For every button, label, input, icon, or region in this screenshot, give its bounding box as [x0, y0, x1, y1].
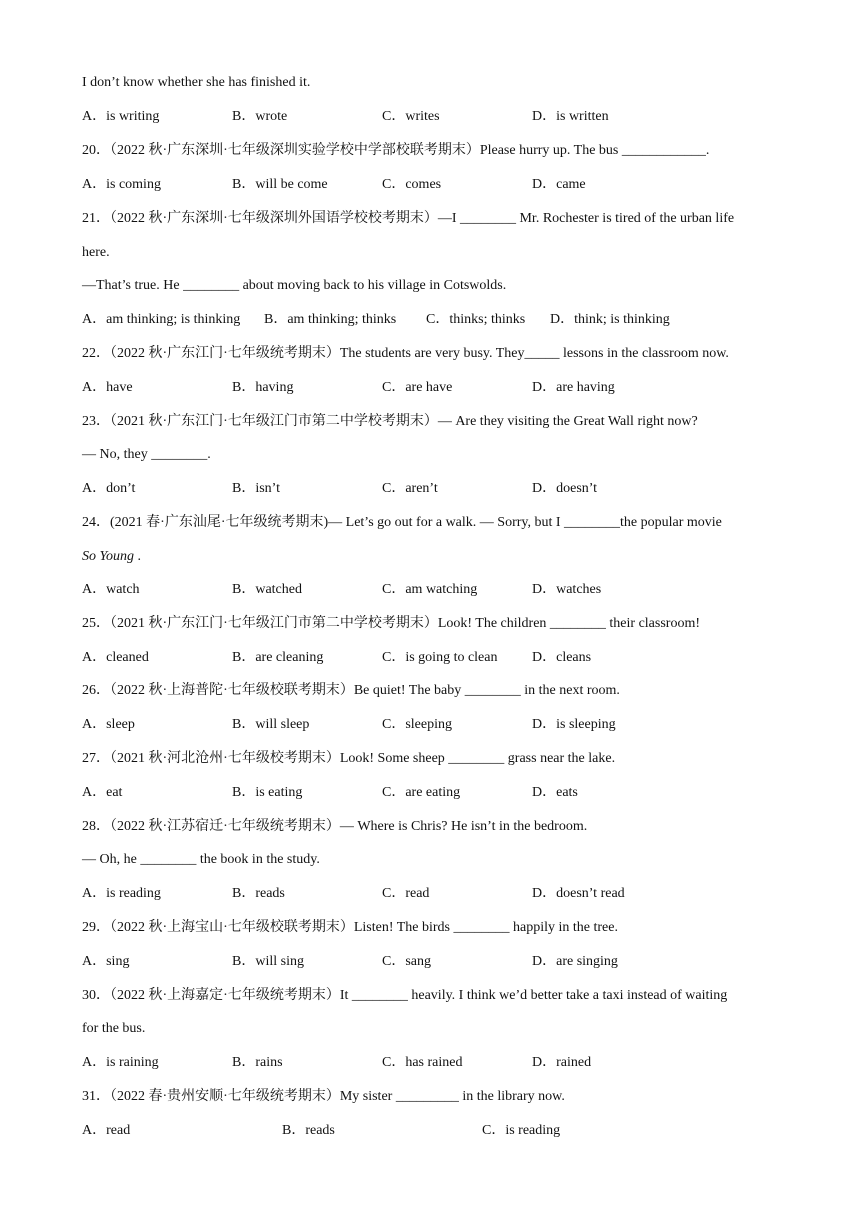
question-stem: 25．（2021 秋·广东江门·七年级江门市第二中学校考期末）Look! The children ________ their classroom!: [82, 616, 701, 631]
option-b: B．having: [232, 380, 294, 395]
option-d: D．cleans: [532, 650, 592, 665]
question-stem: 24．(2021 春·广东汕尾·七年级统考期末)— Let’s go out for a walk. — Sorry, but I ________the popular movie: [82, 515, 722, 530]
option-a: A．have: [82, 380, 133, 395]
question-stem: 21．（2022 秋·广东深圳·七年级深圳外国语学校校考期末）—I ________ Mr. Rochester is tired of the urban life: [82, 211, 735, 226]
movie-title: So Young: [82, 549, 135, 564]
option-d: D．watches: [532, 582, 602, 597]
option-b: B．isn’t: [232, 481, 280, 496]
option-b: B．am thinking; thinks: [264, 312, 397, 327]
option-a: A．sleep: [82, 717, 135, 732]
option-c: C．has rained: [382, 1055, 463, 1070]
option-d: D．are having: [532, 380, 615, 395]
option-c: C．sleeping: [382, 717, 452, 732]
question-stem: 29．（2022 秋·上海宝山·七年级校联考期末）Listen! The birds ________ happily in the tree.: [82, 920, 618, 935]
option-c: C．is reading: [482, 1123, 561, 1138]
question-stem-continued: — Oh, he ________ the book in the study.: [82, 852, 320, 867]
question-stem: 22．（2022 秋·广东江门·七年级统考期末）The students are very busy. They_____ lessons in the classroom now.: [82, 346, 729, 361]
option-c: C．writes: [382, 109, 440, 124]
option-b: B．will be come: [232, 177, 328, 192]
question-stem: 27．（2021 秋·河北沧州·七年级校考期末）Look! Some sheep ________ grass near the lake.: [82, 751, 616, 766]
option-d: D．rained: [532, 1055, 592, 1070]
option-d: D．are singing: [532, 954, 618, 969]
question-stem: 23．（2021 秋·广东江门·七年级江门市第二中学校考期末）— Are they visiting the Great Wall right now?: [82, 414, 698, 429]
option-b: B．watched: [232, 582, 302, 597]
option-d: D．came: [532, 177, 586, 192]
option-b: B．will sleep: [232, 717, 310, 732]
option-d: D．doesn’t read: [532, 886, 625, 901]
option-b: B．reads: [282, 1123, 335, 1138]
question-stem: 28．（2022 秋·江苏宿迁·七年级统考期末）— Where is Chris? He isn’t in the bedroom.: [82, 819, 588, 834]
question-stem: 26．（2022 秋·上海普陀·七年级校联考期末）Be quiet! The baby ________ in the next room.: [82, 683, 620, 698]
question-stem-continued: —That’s true. He ________ about moving back to his village in Cotswolds.: [82, 278, 507, 293]
option-a: A．cleaned: [82, 650, 149, 665]
option-a: A．don’t: [82, 481, 136, 496]
option-b: B．reads: [232, 886, 285, 901]
option-a: A．am thinking; is thinking: [82, 312, 241, 327]
option-b: B．wrote: [232, 109, 288, 124]
question-stem: 31．（2022 春·贵州安顺·七年级统考期末）My sister _________ in the library now.: [82, 1089, 565, 1104]
option-d: D．eats: [532, 785, 578, 800]
question-stem-continued: — No, they ________.: [82, 447, 211, 462]
option-a: A．is coming: [82, 177, 161, 192]
option-a: A．is reading: [82, 886, 161, 901]
option-a: A．read: [82, 1123, 131, 1138]
option-b: B．will sing: [232, 954, 304, 969]
option-d: D．think; is thinking: [550, 312, 670, 327]
option-d: D．is written: [532, 109, 609, 124]
question-stem-continued: for the bus.: [82, 1021, 146, 1036]
option-a: A．sing: [82, 954, 130, 969]
option-c: C．sang: [382, 954, 431, 969]
question-stem-continued: [82, 548, 141, 566]
option-c: C．comes: [382, 177, 442, 192]
option-c: C．are have: [382, 380, 453, 395]
option-a: A．is writing: [82, 109, 160, 124]
option-a: A．is raining: [82, 1055, 159, 1070]
question-stem-continued: here.: [82, 245, 110, 260]
stem-tail: .: [134, 549, 142, 564]
question-stem: 20．（2022 秋·广东深圳·七年级深圳实验学校中学部校联考期末）Please hurry up. The bus ____________.: [82, 143, 710, 158]
option-b: B．is eating: [232, 785, 303, 800]
option-d: D．doesn’t: [532, 481, 598, 496]
option-c: C．read: [382, 886, 430, 901]
option-c: C．aren’t: [382, 481, 438, 496]
option-c: C．is going to clean: [382, 650, 498, 665]
option-c: C．thinks; thinks: [426, 312, 526, 327]
question-stem: 30．（2022 秋·上海嘉定·七年级统考期末）It ________ heavily. I think we’d better take a taxi instead of waiting: [82, 988, 728, 1003]
option-d: D．is sleeping: [532, 717, 616, 732]
option-a: A．watch: [82, 582, 140, 597]
option-b: B．are cleaning: [232, 650, 324, 665]
option-c: C．am watching: [382, 582, 478, 597]
option-a: A．eat: [82, 785, 123, 800]
option-b: B．rains: [232, 1055, 283, 1070]
option-c: C．are eating: [382, 785, 461, 800]
question-stem: I don’t know whether she has finished it.: [82, 75, 311, 90]
